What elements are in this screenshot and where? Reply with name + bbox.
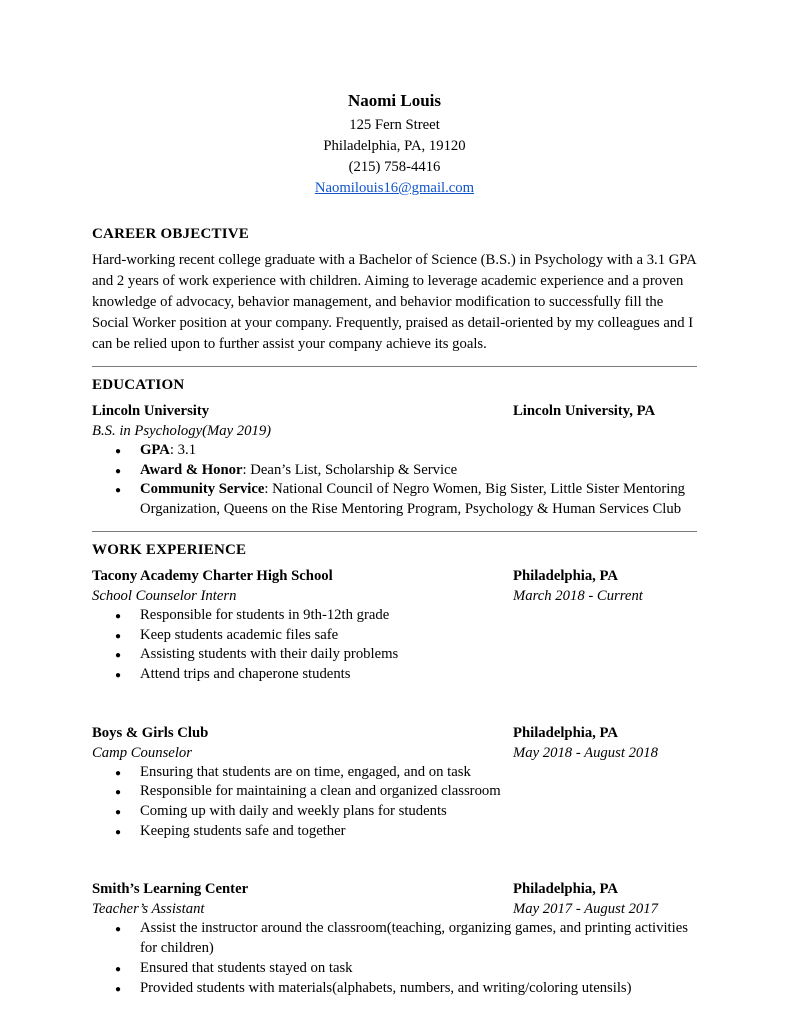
section-divider bbox=[92, 366, 697, 367]
education-bullet bbox=[92, 480, 697, 519]
bullet-text: : 3.1 bbox=[169, 442, 197, 458]
job-entry bbox=[92, 566, 697, 685]
job-bullet-list bbox=[92, 763, 697, 842]
job-bullet: ● Responsible for maintaining a clean and organized classroom bbox=[92, 782, 697, 802]
job-bullet: ● Ensuring that students are on time, engaged, and on task bbox=[92, 763, 697, 783]
career-objective-heading: CAREER OBJECTIVE bbox=[92, 226, 249, 242]
job-title: Camp Counselor bbox=[92, 744, 192, 761]
job-location: Philadelphia, PA bbox=[513, 567, 619, 584]
job-entry bbox=[92, 723, 697, 842]
email-link[interactable]: Naomilouis16@gmail.com bbox=[314, 180, 475, 196]
job-bullet: ● Provided students with materials(alphabets, numbers, and writing/coloring utensils) bbox=[92, 979, 697, 999]
job-location: Philadelphia, PA bbox=[513, 724, 619, 741]
job-title: School Counselor Intern bbox=[92, 587, 237, 604]
job-dates: May 2018 - August 2018 bbox=[513, 744, 658, 761]
job-bullet: ● Keep students academic files safe bbox=[92, 626, 697, 646]
education-school: Lincoln University bbox=[92, 403, 210, 419]
job-entry bbox=[92, 879, 697, 998]
education-bullet-list bbox=[92, 441, 697, 520]
section-divider bbox=[92, 531, 697, 532]
education-bullet bbox=[92, 461, 697, 481]
job-bullet: ● Attend trips and chaperone students bbox=[92, 665, 697, 685]
work-experience-heading: WORK EXPERIENCE bbox=[92, 541, 247, 558]
job-dates: March 2018 - Current bbox=[513, 587, 643, 604]
education-bullet bbox=[92, 441, 697, 461]
education-location: Lincoln University, PA bbox=[513, 403, 656, 419]
bullet-text: : Dean’s List, Scholarship & Service bbox=[242, 461, 458, 478]
bullet-label: GPA bbox=[140, 442, 170, 458]
job-bullet: ● Ensured that students stayed on task bbox=[92, 959, 697, 979]
street-address: 125 Fern Street bbox=[349, 117, 440, 133]
work-experience-section bbox=[92, 540, 697, 998]
job-title: Teacher’s Assistant bbox=[92, 901, 205, 918]
job-bullet: ● Coming up with daily and weekly plans for students bbox=[92, 802, 697, 822]
job-company: Smith’s Learning Center bbox=[92, 881, 249, 898]
bullet-label: Community Service bbox=[140, 481, 265, 498]
education-degree: B.S. in Psychology(May 2019) bbox=[92, 423, 272, 439]
job-location: Philadelphia, PA bbox=[513, 881, 619, 898]
career-objective-section bbox=[92, 224, 697, 355]
city-state-zip: Philadelphia, PA, 19120 bbox=[323, 138, 466, 154]
education-heading: EDUCATION bbox=[92, 377, 185, 393]
career-objective-text: Hard-working recent college graduate with a Bachelor of Science (B.S.) in Psychology with a 3.1 GPA and 2 years of work experience with children. Aiming to leverage academic experience and a proven knowledge of advocacy, behavior management, and behavior modification to successfully fill the Social Worker position at your company. Frequently, praised as detail-oriented by my colleagues and I can be relied upon to further assist your company achieve its goals. bbox=[92, 252, 696, 352]
job-company: Boys & Girls Club bbox=[92, 724, 209, 741]
phone-number: (215) 758-4416 bbox=[348, 159, 441, 175]
education-section bbox=[92, 375, 697, 520]
job-bullet-list bbox=[92, 919, 697, 998]
job-company: Tacony Academy Charter High School bbox=[92, 567, 333, 584]
bullet-label: Award & Honor bbox=[140, 461, 243, 478]
contact-header bbox=[92, 90, 697, 199]
bullet-text: : National Council of Negro Women, Big Sister, Little Sister Mentoring Organization, Queens on the Rise Mentoring Program, Psychology & Human Services Club bbox=[140, 481, 686, 518]
job-bullet: ● Responsible for students in 9th-12th grade bbox=[92, 606, 697, 626]
job-bullet: ● Assist the instructor around the classroom(teaching, organizing games, and printing activities for children) bbox=[92, 919, 697, 958]
job-bullet: ● Assisting students with their daily problems bbox=[92, 645, 697, 665]
job-bullet: ● Keeping students safe and together bbox=[92, 822, 697, 842]
job-bullet-list bbox=[92, 606, 697, 685]
job-dates: May 2017 - August 2017 bbox=[513, 901, 658, 918]
person-name: Naomi Louis bbox=[347, 91, 442, 110]
